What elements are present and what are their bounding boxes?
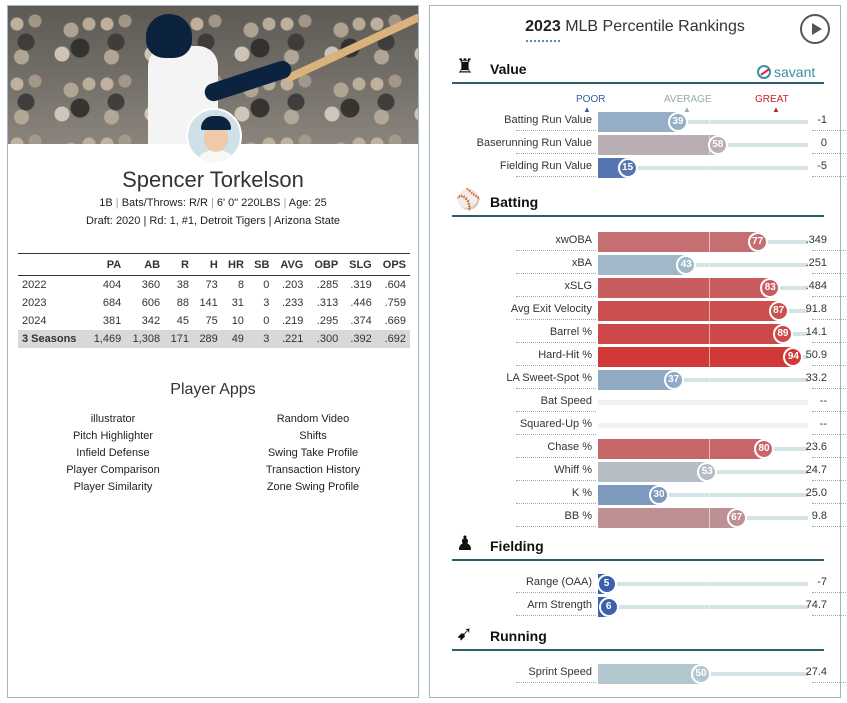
row-divider [516,682,596,683]
app-link[interactable]: Infield Defense [76,447,150,459]
metric-label: xBA [571,257,592,269]
stats-cell: .759 [384,296,406,309]
stats-header-row [18,254,410,276]
draft-label: Draft: [85,215,113,227]
metric-row[interactable] [452,572,827,595]
stats-cell: 606 [141,296,161,309]
stats-cell: .221 [273,330,307,348]
percentile-bar [598,232,760,252]
row-divider [516,388,596,389]
row-divider [812,592,846,593]
stats-cell: 381 [102,314,122,327]
stats-cell: .295 [316,314,339,327]
rankings-year: 2023 [525,18,561,35]
stats-cell: 49 [222,330,248,348]
metric-value: .251 [805,257,827,269]
player-helmet-shape [146,14,192,58]
metric-label: Fielding Run Value [499,160,592,172]
percentile-bubble: 58 [708,135,728,155]
row-divider [812,273,846,274]
separator: | [115,197,119,209]
stats-season: 2023 [22,296,47,309]
row-divider [812,388,846,389]
metric-row[interactable] [452,368,827,391]
draft-year: 2020 [115,215,141,227]
scale-average-marker: ▲ [683,105,691,114]
stats-cell: 75 [205,314,218,327]
section-value [452,56,824,84]
metric-row[interactable] [452,391,827,414]
metric-label: Baserunning Run Value [476,137,592,149]
stats-season: 2022 [22,278,47,291]
percentile-bubble: 77 [748,232,768,252]
percentile-rankings-panel [429,5,841,698]
draft-team: Detroit Tigers [200,215,266,227]
row-divider [516,130,596,131]
stats-cell: 88 [176,296,189,309]
row-divider [516,615,596,616]
metric-row[interactable] [452,437,827,460]
percentile-track [598,582,808,586]
stats-total-row [18,330,410,348]
player-bio-line [8,197,418,209]
metric-row[interactable] [452,345,827,368]
stats-cell: 171 [164,330,193,348]
scale-poor-label: POOR [576,94,606,105]
metric-value: -- [819,395,827,407]
app-link[interactable]: Swing Take Profile [267,447,359,459]
average-line [709,572,710,595]
stats-header-ops: OPS [376,254,410,276]
metric-value: -- [819,418,827,430]
stats-cell: 1,308 [125,330,164,348]
percentile-bubble: 89 [773,324,793,344]
app-link[interactable]: Shifts [299,430,327,442]
percentile-bubble: 53 [697,462,717,482]
metric-value: 33.2 [805,372,827,384]
stats-cell: 31 [231,296,244,309]
stats-cell: 684 [102,296,122,309]
section-label: Value [490,61,527,77]
average-line [709,595,710,618]
section-fielding [452,533,824,561]
apps-left-column [18,411,208,496]
empty-percentile-track [598,400,808,405]
metric-value: .484 [805,280,827,292]
row-divider [812,434,846,435]
stats-cell: 360 [141,278,161,291]
metric-row[interactable] [452,276,827,299]
row-divider [516,319,596,320]
metric-value: -5 [817,160,827,172]
metric-label: Sprint Speed [528,666,592,678]
metric-label: xSLG [564,280,592,292]
stats-cell: 3 [248,330,273,348]
school: Arizona State [273,215,341,227]
row-divider [516,526,596,527]
stats-header-r: R [164,254,193,276]
metric-label: K % [571,487,592,499]
stats-cell: 342 [141,314,161,327]
metric-value: 24.7 [805,464,827,476]
metric-label: Whiff % [554,464,592,476]
stats-cell: 289 [193,330,222,348]
percentile-bubble: 83 [760,278,780,298]
player-position: 1B [99,197,113,209]
metric-row[interactable] [452,460,827,483]
stats-cell: .604 [384,278,406,291]
stats-header-blank [18,254,86,276]
section-label: Running [490,628,547,644]
metric-row[interactable] [452,133,827,156]
row-divider [812,250,846,251]
age-label: Age: [288,197,312,209]
stats-cell: 38 [176,278,189,291]
draft-round: Rd: 1, #1, [149,215,198,227]
metric-row[interactable] [452,662,827,685]
section-batting [452,189,824,217]
stats-cell: 404 [102,278,122,291]
stats-cell: .374 [350,314,372,327]
row-divider [516,296,596,297]
metric-value: 9.8 [811,510,827,522]
metric-label: Chase % [547,441,592,453]
stats-header-hr: HR [222,254,248,276]
average-line [709,437,710,460]
row-divider [812,176,846,177]
percentile-bubble: 30 [649,485,669,505]
stats-header-obp: OBP [307,254,342,276]
runner-icon: ➹ [456,623,473,645]
player-apps-title: Player Apps [170,381,256,398]
percentile-bubble: 80 [754,439,774,459]
metric-label: Range (OAA) [525,576,592,588]
separator: | [210,197,214,209]
percentile-bar [598,347,795,367]
app-link[interactable]: Transaction History [265,464,361,476]
percentile-bubble: 5 [597,574,617,594]
player-name: Spencer Torkelson [122,167,304,192]
average-line [709,368,710,391]
stats-cell: .392 [342,330,376,348]
stats-cell: .692 [376,330,410,348]
headshot-cap [201,116,231,130]
metric-row[interactable] [452,299,827,322]
percentile-bubble: 43 [676,255,696,275]
percentile-bar [598,278,772,298]
stats-row [18,294,410,312]
stats-cell: .233 [281,296,304,309]
row-divider [812,342,846,343]
stats-header-slg: SLG [342,254,376,276]
row-divider [516,480,596,481]
metric-value: 91.8 [805,303,827,315]
row-divider [516,411,596,412]
metric-label: Avg Exit Velocity [510,303,592,315]
app-link[interactable]: Zone Swing Profile [266,481,360,493]
stats-season: 3 Seasons [18,330,86,348]
stats-row [18,312,410,330]
metric-value: 0 [820,137,827,149]
metric-row[interactable] [452,156,827,179]
row-divider [516,273,596,274]
app-link[interactable]: Player Comparison [66,464,160,476]
scale-great-label: GREAT [755,94,789,105]
percentile-bar [598,508,739,528]
row-divider [812,153,846,154]
metric-value: 50.9 [805,349,827,361]
stats-header-h: H [193,254,222,276]
separator: | [268,215,272,227]
percentile-bubble: 50 [691,664,711,684]
rankings-title [430,18,840,36]
average-line [709,506,710,529]
metric-value: 27.4 [805,666,827,678]
metric-row[interactable] [452,253,827,276]
average-line [709,483,710,506]
stats-cell: 45 [176,314,189,327]
percentile-bubble: 94 [783,347,803,367]
stats-header-pa: PA [86,254,125,276]
metric-row[interactable] [452,322,827,345]
player-card [7,5,419,698]
empty-percentile-track [598,423,808,428]
row-divider [516,503,596,504]
percentile-bubble: 87 [769,301,789,321]
bats-throws-label: Bats/Throws: [121,197,186,209]
savant-brand: savant [774,64,816,80]
stats-row [18,276,410,294]
metric-label: xwOBA [555,234,592,246]
metric-value: 14.1 [805,326,827,338]
metric-value: -7 [817,576,827,588]
batter-icon: ⚾ [456,189,481,211]
stats-header-sb: SB [248,254,273,276]
metric-row[interactable] [452,595,827,618]
apps-right-column [218,411,408,496]
percentile-bubble: 15 [618,158,638,178]
row-divider [812,480,846,481]
metric-label: BB % [564,510,592,522]
stats-header-ab: AB [125,254,164,276]
average-line [709,230,710,253]
app-link[interactable]: Player Similarity [73,481,153,493]
percentile-bubble: 67 [727,508,747,528]
average-line [709,345,710,368]
stats-cell: 1,469 [86,330,125,348]
stats-cell: .446 [350,296,372,309]
row-divider [516,365,596,366]
metric-label: Barrel % [549,326,592,338]
player-draft-line [8,215,418,227]
row-divider [812,319,846,320]
percentile-bar [598,462,709,482]
metric-value: 23.6 [805,441,827,453]
metric-row[interactable] [452,230,827,253]
average-line [709,322,710,345]
row-divider [812,411,846,412]
stats-cell: 10 [231,314,244,327]
scale-great-marker: ▲ [772,105,780,114]
section-running [452,623,824,651]
row-divider [516,176,596,177]
row-divider [812,130,846,131]
separator: | [143,215,147,227]
fielder-icon: ♟ [456,533,474,555]
metric-label: Batting Run Value [504,114,592,126]
percentile-bubble: 37 [664,370,684,390]
row-divider [516,592,596,593]
row-divider [516,342,596,343]
row-divider [812,503,846,504]
metric-label: Squared-Up % [519,418,592,430]
stats-cell: 3 [263,296,270,309]
row-divider [516,434,596,435]
separator: | [283,197,287,209]
row-divider [812,296,846,297]
height-weight: 6' 0" 220LBS [216,197,281,209]
stats-cell: .669 [384,314,406,327]
app-link[interactable]: Random Video [276,413,350,425]
metric-value: .349 [805,234,827,246]
metric-label: Arm Strength [527,599,592,611]
section-label: Batting [490,194,539,210]
trophy-icon: ♜ [456,56,474,78]
row-divider [812,682,846,683]
average-line [709,253,710,276]
row-divider [516,457,596,458]
metric-label: Hard-Hit % [538,349,592,361]
metric-label: Bat Speed [540,395,592,407]
average-line [709,276,710,299]
stats-header-avg: AVG [273,254,307,276]
percentile-bar [598,255,688,275]
player-headshot [186,108,242,164]
row-divider [812,615,846,616]
age-value: 25 [314,197,327,209]
metric-row[interactable] [452,414,827,437]
row-divider [516,153,596,154]
stats-cell: .300 [307,330,342,348]
title-underline [526,40,560,42]
percentile-bar [598,301,781,321]
metric-row[interactable] [452,483,827,506]
stats-cell: 73 [205,278,218,291]
stats-cell: 8 [237,278,244,291]
stats-cell: 0 [263,314,270,327]
metric-value: 25.0 [805,487,827,499]
headshot-shirt [194,150,238,164]
scale-average-label: AVERAGE [664,94,712,105]
stats-cell: .203 [281,278,304,291]
average-line [709,299,710,322]
row-divider [812,457,846,458]
percentile-bar [598,664,703,684]
stats-table [18,253,410,348]
average-line [709,110,710,133]
row-divider [812,365,846,366]
metric-row[interactable] [452,506,827,529]
bats-throws-value: R/R [188,197,208,209]
stats-body [18,276,410,348]
stats-cell: .319 [350,278,372,291]
metric-value: 74.7 [805,599,827,611]
stats-cell: .285 [316,278,339,291]
percentile-track [598,605,808,609]
app-link[interactable]: illustrator [90,413,136,425]
app-link[interactable]: Pitch Highlighter [72,430,154,442]
percentile-bubble: 6 [599,597,619,617]
stats-cell: 0 [263,278,270,291]
stats-cell: .313 [316,296,339,309]
metric-value: -1 [817,114,827,126]
stats-cell: 141 [199,296,218,309]
average-line [709,156,710,179]
play-icon[interactable] [800,14,830,44]
section-label: Fielding [490,538,544,554]
metric-label: LA Sweet-Spot % [506,372,592,384]
percentile-bubble: 39 [668,112,688,132]
row-divider [812,526,846,527]
scale-poor-marker: ▲ [583,105,591,114]
percentile-bar [598,135,720,155]
percentile-bar [598,439,766,459]
rankings-title-text: MLB Percentile Rankings [565,18,745,35]
stats-cell: .219 [281,314,304,327]
percentile-bar [598,324,785,344]
stats-season: 2024 [22,314,47,327]
row-divider [516,250,596,251]
metric-row[interactable] [452,110,827,133]
